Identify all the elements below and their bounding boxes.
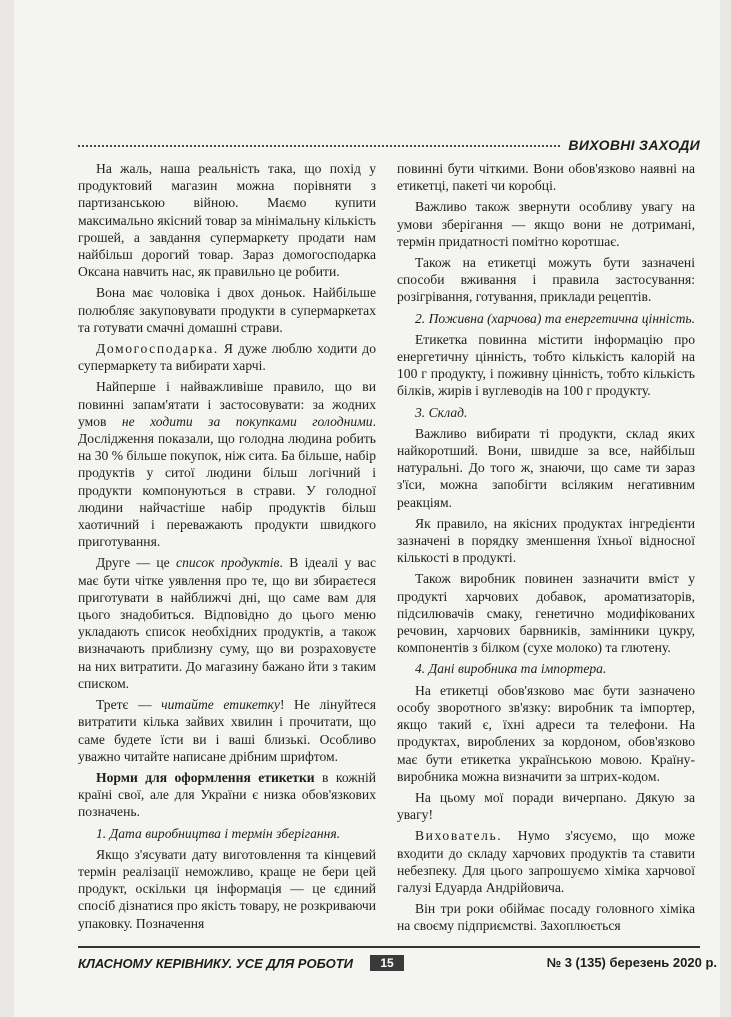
paragraph: Важливо також звернути особливу увагу на умови зберігання — якщо вони не дотримані, термін придатності помітно коротшає. [397,199,695,249]
right-column [397,160,695,939]
emphasis: 3. Склад. [415,404,468,420]
footer-issue: № 3 (135) березень 2020 р. [546,955,717,970]
paragraph: Етикетка повинна містити інформацію про енергетичну цінність, тобто кількість калорій на 100 г продукту, і поживну цінність, тобто кількість білків, жирів і вуглеводів на 100 г продукту. [397,331,695,399]
section-title: ВИХОВНІ ЗАХОДИ [568,137,700,153]
section-header [78,137,700,157]
text-run: Найперше і найважливіше правило, що ви повинні запам'ятати і застосовувати: за жодних умов [78,379,376,429]
paragraph [78,378,376,550]
emphasis: 4. Дані виробника та імпортера. [415,661,607,677]
paragraph [78,340,376,374]
emphasis: список продуктів [176,555,280,571]
paragraph [78,769,376,821]
paragraph: На жаль, наша реальність така, що похід у продуктовий магазин можна порівняти з партизанською війною. Маємо купити максимально якісний товар за мінімальну кількість грошей, а завдання супермаркету продати нам найбільш дорогий товар. Зараз домогосподарка Оксана навчить нас, як правильно це робити. [78,161,376,280]
emphasis: не ходити за покупками голодними [121,413,373,429]
list-heading [397,404,695,421]
bold-heading: Норми для оформлення етикетки [96,769,315,785]
paragraph: Також на етикетці можуть бути зазначені способи вживання і правила застосування: розігрівання, готування, приклади рецептів. [397,255,695,305]
speech-text: Нумо з'ясуємо, що може входити до складу харчових продуктів та ставити небезпеку. Для цього запрошуємо хіміка харчової галузі Едуарда Андрійовича. [397,828,695,895]
emphasis: 2. Поживна (харчова) та енергетична цінність. [415,310,696,326]
page-number: 15 [370,955,404,971]
paragraph: Вона має чоловіка і двох доньок. Найбільше полюбляє закуповувати продукти в супермаркетах та готувати смачні домашні страви. [78,285,376,335]
text-run: . В ідеалі у вас має бути чітке уявлення про те, що ви збираєтеся приготувати в найближчі дні, що саме вам для цього знадобиться. Відповідно до цього меню укладають список необхідних продуктів, а також визначають приблизну суму, що ви розраховуєте на них витратити. До магазину бажано йти з таким списком. [78,555,376,691]
paragraph: повинні бути чіткими. Вони обов'язково наявні на етикетці, пакеті чи коробці. [397,161,695,194]
text-run: . Дослідження показали, що голодна людина робить на 30 % більше покупок, ніж сита. Ба більше, набір продуктів у ситої людини більш логічний і продукти компонуються в страви. У голодної людини найчастіше набір продуктів більш хаотичний і переважають продукти швидкого приготування. [78,413,376,550]
speech-text: Я дуже люблю ходити до супермаркету та вибирати харчі. [78,341,376,374]
paragraph: Також виробник повинен зазначити вміст у продукті харчових добавок, ароматизаторів, підсилювачів смаку, генетично модифікованих речовин, харчових барвників, замінники цукру, компонентів з білком (сухе молоко) та глютену. [397,571,695,656]
text-run: Друге — це [96,555,177,571]
paragraph: Важливо вибирати ті продукти, склад яких найкоротший. Вони, швидше за все, найбільш натуральні. До того ж, знаючи, що саме ти зараз з'їси, можна запобігти всіляким негативним реакціям. [397,425,695,510]
paragraph [78,554,376,692]
list-heading [397,660,695,677]
paragraph: Як правило, на якісних продуктах інгредієнти зазначені в порядку зменшення їхньої відносної кількості в продукті. [397,515,695,566]
left-column [78,160,376,936]
paragraph [397,827,695,896]
list-heading [397,310,695,327]
emphasis: 1. Дата виробництва і термін зберігання. [96,825,341,841]
speaker-label: Домогосподарка. [96,341,219,357]
emphasis: читайте етикетку [161,697,280,713]
footer-rule [78,946,700,948]
list-heading [78,825,376,842]
paragraph: Він три роки обіймає посаду головного хіміка на своєму підприємстві. Захоплюється [397,901,695,934]
text-run: в кожній країні свої, але для України є низка обов'язкових позначень. [78,769,376,820]
speaker-label: Вихователь. [415,828,503,844]
paragraph: На етикетці обов'язково має бути зазначено особу зворотного зв'язку: виробник та імпортер, якщо такий є, їхні адреси та телефони. На продуктах, вироблених за кордоном, обов'язково має бути етикетка українською мовою. Країну-виробника можна визначити за штрих-кодом. [397,682,695,784]
footer-magazine-title: КЛАСНОМУ КЕРІВНИКУ. УСЕ ДЛЯ РОБОТИ [78,956,354,971]
paragraph: Якщо з'ясувати дату виготовлення та кінцевий термін реалізації неможливо, краще не бери цей продукт, оскільки ця інформація — це єдиний спосіб дізнатися про якість товару, не розкриваючи упаковку. Позначення [78,846,376,931]
header-dotted-rule [78,145,560,147]
text-run: Третє — [96,697,162,713]
paragraph: На цьому мої поради вичерпано. Дякую за увагу! [397,789,695,823]
paragraph [78,696,376,765]
text-run: ! Не лінуйтеся витратити кілька зайвих хвилин і прочитати, що саме будете їсти ви і ваші близькі. Особливо уважно читайте написане дрібним шрифтом. [78,697,376,764]
